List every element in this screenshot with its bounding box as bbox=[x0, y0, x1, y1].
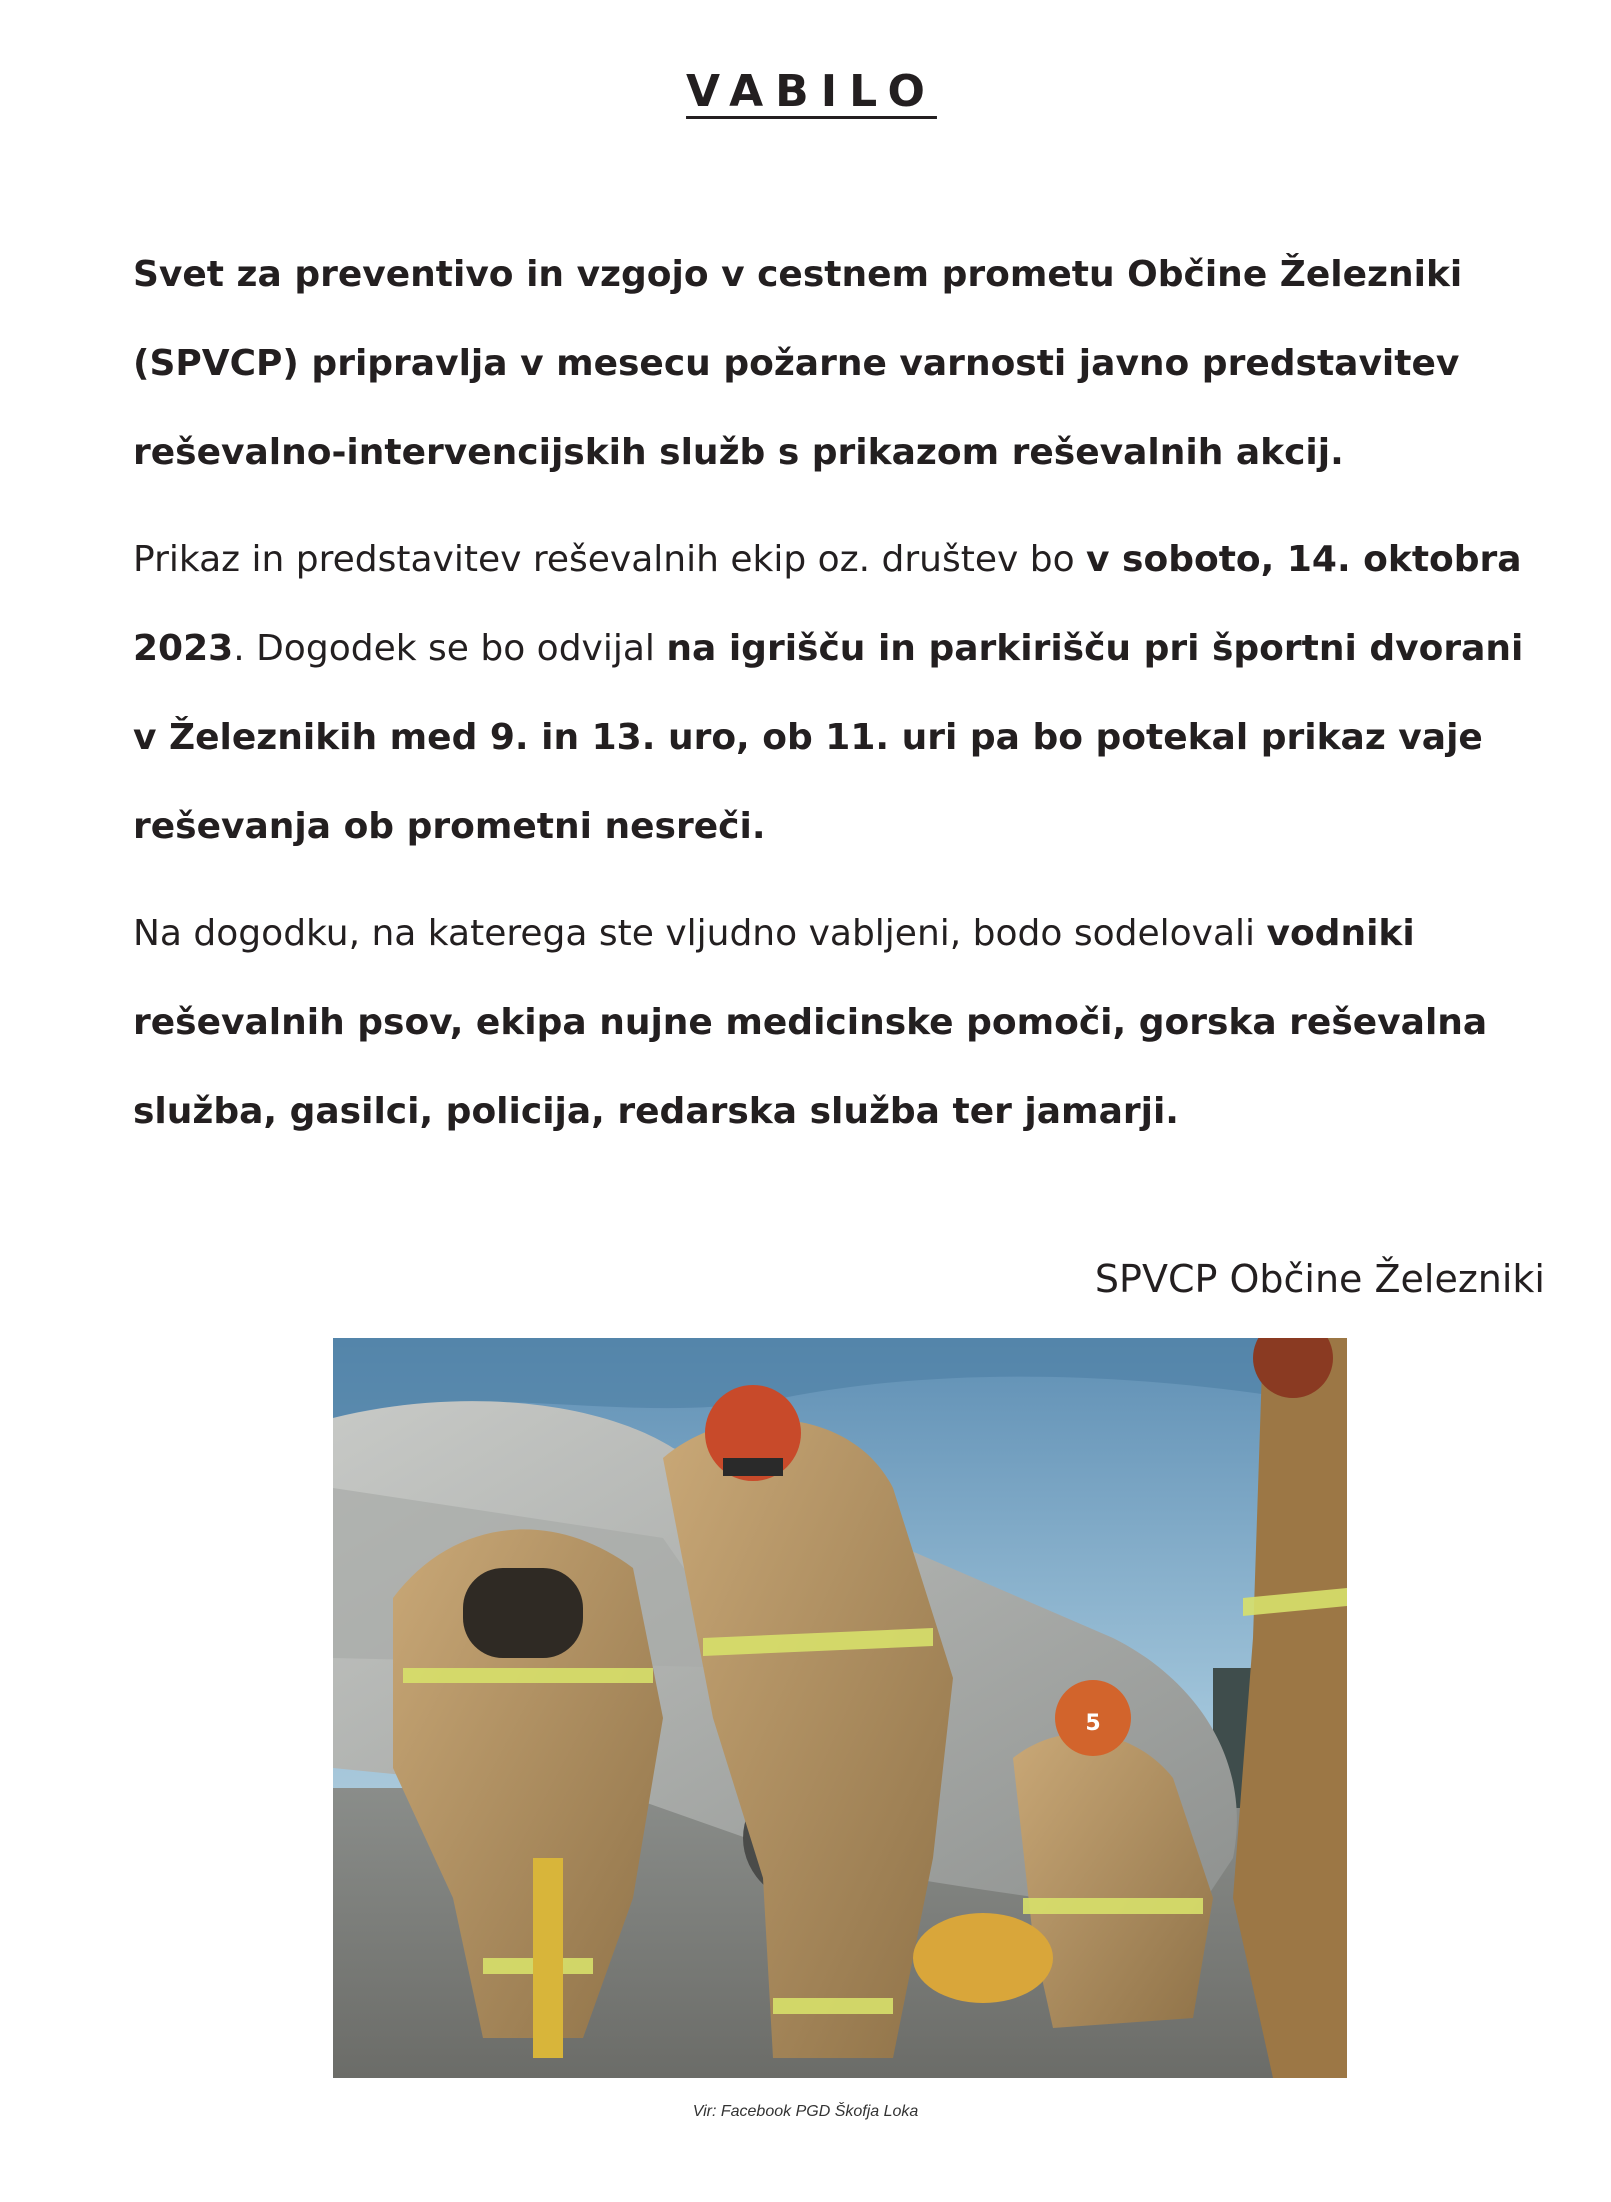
participants-text-1: Na dogodku, na katerega ste vljudno vabljeni, bodo sodelovali bbox=[133, 913, 1267, 954]
title-text: VABILO bbox=[686, 66, 937, 117]
event-text-1: Prikaz in predstavitev reševalnih ekip oz. društev bo bbox=[133, 539, 1087, 580]
participants-paragraph bbox=[133, 889, 1553, 1156]
firefighters-rescue-photo bbox=[333, 1338, 1347, 2078]
document-body bbox=[133, 230, 1553, 1174]
participants-list: vodniki reševalnih psov, ekipa nujne medicinske pomoči, gorska reševalna služba, gasilci, policija, redarska služba ter jamarji. bbox=[133, 913, 1488, 1132]
event-location: na igrišču in parkirišču pri športni dvorani v Železnikih med 9. in 13. uro, ob 11. uri pa bo potekal prikaz vaje reševanja ob prometni nesreči. bbox=[133, 628, 1524, 847]
event-text-2: . Dogodek se bo odvijal bbox=[233, 628, 667, 669]
photo-caption: Vir: Facebook PGD Škofja Loka bbox=[692, 2103, 919, 2120]
document-title bbox=[0, 66, 1611, 117]
helmet-number: 5 bbox=[1085, 1711, 1101, 1736]
event-details-paragraph bbox=[133, 515, 1553, 871]
event-date: v soboto, 14. oktobra 2023 bbox=[133, 539, 1522, 669]
photo-illustration bbox=[333, 1338, 1347, 2078]
intro-paragraph: Svet za preventivo in vzgojo v cestnem prometu Občine Železniki (SPVCP) pripravlja v mesecu požarne varnosti javno predstavitev reševalno-intervencijskih služb s prikazom reševalnih akcij. bbox=[133, 254, 1463, 473]
signature: SPVCP Občine Železniki bbox=[1094, 1257, 1545, 1301]
